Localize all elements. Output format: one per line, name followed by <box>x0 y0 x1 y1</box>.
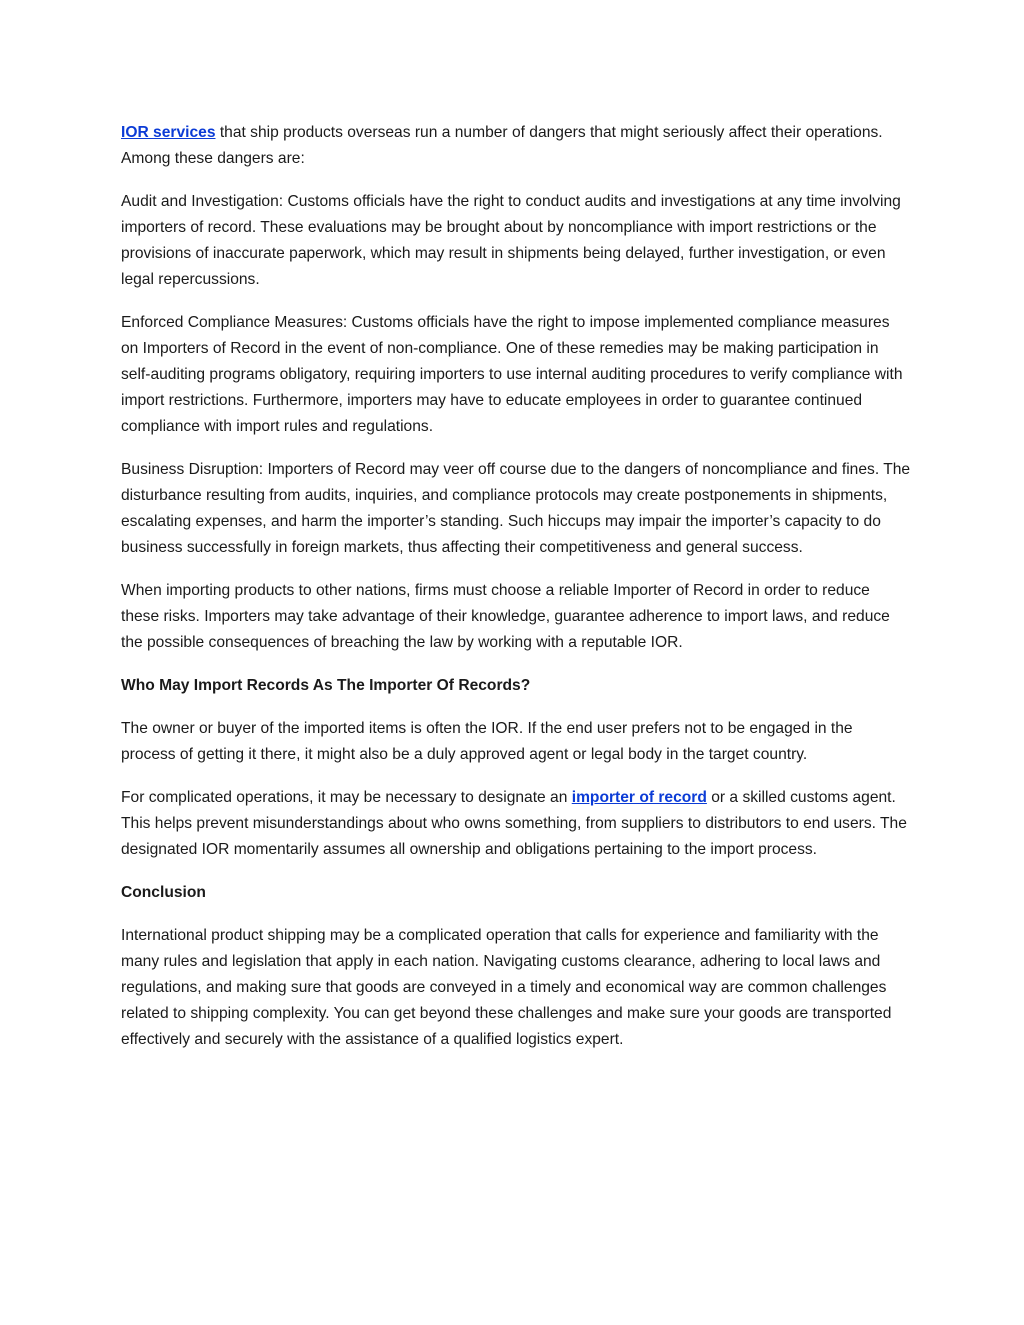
ior-services-link[interactable]: IOR services <box>121 124 216 141</box>
intro-text: that ship products overseas run a number of dangers that might seriously affect their operations. Among these dangers are: <box>121 124 883 167</box>
owner-buyer-paragraph: The owner or buyer of the imported items is often the IOR. If the end user prefers not to be engaged in the process of getting it there, it might also be a duly approved agent or legal body in the target country. <box>121 720 853 763</box>
complicated-operations-text-after: or a skilled customs agent. This helps prevent misunderstandings about who owns something, from suppliers to distributors to end users. The designated IOR momentarily assumes all ownership and obligations pertaining to the import process. <box>121 789 907 858</box>
conclusion-paragraph: International product shipping may be a complicated operation that calls for experience and familiarity with the many rules and legislation that apply in each nation. Navigating customs clearance, adhering to local laws and regulations, and making sure that goods are conveyed in a timely and economical way are common challenges related to shipping complexity. You can get beyond these challenges and make sure your goods are transported effectively and securely with the assistance of a qualified logistics expert. <box>121 927 892 1048</box>
enforced-compliance-paragraph: Enforced Compliance Measures: Customs officials have the right to impose implemented compliance measures on Importers of Record in the event of non-compliance. One of these remedies may be making participation in self-auditing programs obligatory, requiring importers to use internal auditing procedures to verify compliance with import restrictions. Furthermore, importers may have to educate employees in order to guarantee continued compliance with import rules and regulations. <box>121 314 903 435</box>
complicated-operations-paragraph <box>121 785 911 863</box>
audit-paragraph: Audit and Investigation: Customs officials have the right to conduct audits and investigations at any time involving importers of record. These evaluations may be brought about by noncompliance with import restrictions or the provisions of inaccurate paperwork, which may result in shipments being delayed, further investigation, or even legal repercussions. <box>121 193 901 288</box>
business-disruption-paragraph: Business Disruption: Importers of Record may veer off course due to the dangers of noncompliance and fines. The disturbance resulting from audits, inquiries, and compliance protocols may create postponements in shipments, escalating expenses, and harm the importer’s standing. Such hiccups may impair the importer’s capacity to do business successfully in foreign markets, thus affecting their competitiveness and general success. <box>121 461 911 556</box>
who-may-import-heading: Who May Import Records As The Importer Of Records? <box>121 677 531 694</box>
importer-of-record-link[interactable]: importer of record <box>571 789 707 806</box>
when-importing-paragraph: When importing products to other nations, firms must choose a reliable Importer of Record in order to reduce these risks. Importers may take advantage of their knowledge, guarantee adherence to import laws, and reduce the possible consequences of breaching the law by working with a reputable IOR. <box>121 582 890 651</box>
complicated-operations-text-before: For complicated operations, it may be necessary to designate an <box>121 789 572 806</box>
document-page <box>121 120 911 1070</box>
conclusion-heading: Conclusion <box>121 884 206 901</box>
intro-paragraph <box>121 120 911 172</box>
